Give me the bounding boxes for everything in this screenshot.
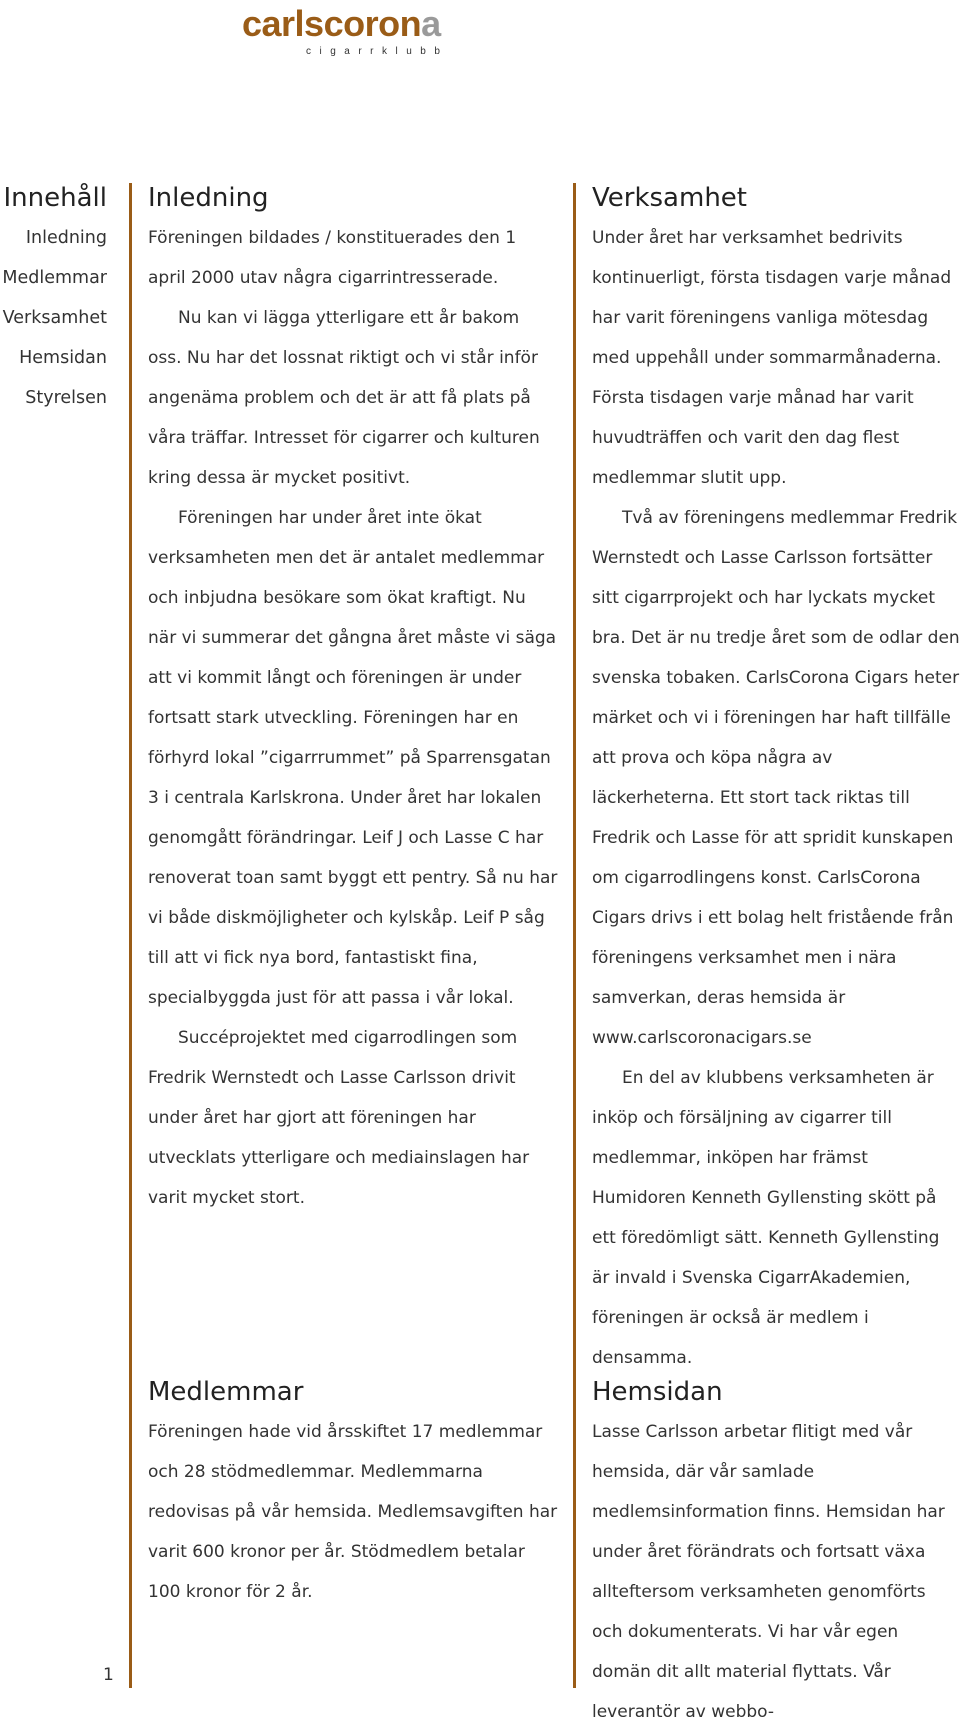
paragraph: En del av klubbens verksamheten är inköp och försäljning av cigarrer till medlemmar, inköpen har främst Humidoren Kenneth Gyllensting skött på ett föredömligt sätt. Kenneth Gyllensting är invald i Svenska CigarrAkademien, föreningen är också är medlem i densamma. (592, 1068, 940, 1368)
logo-subtitle: cigarrklubb (306, 46, 449, 57)
toc-item-inledning[interactable]: Inledning (25, 228, 107, 248)
paragraph: Succéprojektet med cigarrodlingen som Fredrik Wernstedt och Lasse Carlsson drivit under året har gjort att föreningen har utvecklats ytterligare och mediainslagen har varit mycket stort. (148, 1028, 530, 1208)
logo-wordmark (242, 4, 482, 44)
logo-wordmark-main: carlscoron (242, 3, 422, 44)
section-verksamhet (592, 178, 960, 1378)
section-heading: Medlemmar (148, 1377, 304, 1407)
section-heading: Inledning (148, 183, 269, 213)
paragraph: Två av föreningens medlemmar Fredrik Wernstedt och Lasse Carlsson fortsätter sitt cigarrprojekt och har lyckats mycket bra. Det är nu tredje året som de odlar den svenska tobaken. CarlsCorona Cigars heter märket och vi i föreningen har haft tillfälle att prova och köpa några av läckerheterna. Ett stort tack riktas till Fredrik och Lasse för att spridit kunskapen om cigarrodlingens konst. CarlsCorona Cigars drivs i ett bolag helt fristående från föreningens verksamhet men i nära samverkan, deras hemsida är www.carlscoronacigars.se (592, 508, 960, 1048)
section-heading: Verksamhet (592, 183, 747, 213)
club-logo (242, 3, 482, 57)
paragraph: Lasse Carlsson arbetar flitigt med vår hemsida, där vår samlade medlemsinformation finns. Hemsidan har under året förändrats och fortsatt växa allteftersom verksamheten genomförts och dokumenterats. Vi har vår egen domän dit allt material flyttats. Vår leverantör av webbo- (592, 1422, 945, 1722)
page-number: 1 (103, 1665, 114, 1685)
toc-title: Innehåll (3, 183, 107, 213)
paragraph: Nu kan vi lägga ytterligare ett år bakom oss. Nu har det lossnat riktigt och vi står inför angenäma problem och det är att få plats på våra träffar. Intresset för cigarrer och kulturen kring dessa är mycket positivt. (148, 308, 540, 488)
paragraph: Under året har verksamhet bedrivits kontinuerligt, första tisdagen varje månad har varit föreningens vanliga mötesdag med uppehåll under sommarmånaderna. Första tisdagen varje månad har varit huvudträffen och varit den dag flest medlemmar slutit upp. (592, 228, 952, 488)
paragraph: Föreningen hade vid årsskiftet 17 medlemmar och 28 stödmedlemmar. Medlemmarna redovisas på vår hemsida. Medlemsavgiften har varit 600 kronor per år. Stödmedlem betalar 100 kronor för 2 år. (148, 1422, 558, 1602)
toc-item-hemsidan[interactable]: Hemsidan (19, 348, 107, 368)
column-divider-left (129, 183, 132, 1688)
toc-item-verksamhet[interactable]: Verksamhet (2, 308, 107, 328)
section-heading: Hemsidan (592, 1377, 723, 1407)
column-divider-right (573, 183, 576, 1688)
section-inledning (148, 178, 558, 1218)
logo-wordmark-last: a (421, 3, 441, 44)
section-hemsidan (592, 1372, 960, 1732)
table-of-contents (0, 178, 107, 418)
paragraph: Föreningen bildades / konstituerades den 1 april 2000 utav några cigarrintresserade. (148, 228, 517, 288)
paragraph: Föreningen har under året inte ökat verksamheten men det är antalet medlemmar och inbjudna besökare som ökat kraftigt. Nu när vi summerar det gångna året måste vi säga att vi kommit långt och föreningen är under fortsatt stark utveckling. Föreningen har en förhyrd lokal ”cigarrrummet” på Sparrensgatan 3 i centrala Karlskrona. Under året har lokalen genomgått förändringar. Leif J och Lasse C har renoverat toan samt byggt ett pentry. Så nu har vi både diskmöjligheter och kylskåp. Leif P såg till att vi fick nya bord, fantastiskt fina, specialbyggda just för att passa i vår lokal. (148, 508, 558, 1008)
section-medlemmar (148, 1372, 558, 1612)
toc-item-medlemmar[interactable]: Medlemmar (2, 268, 107, 288)
toc-item-styrelsen[interactable]: Styrelsen (25, 388, 107, 408)
